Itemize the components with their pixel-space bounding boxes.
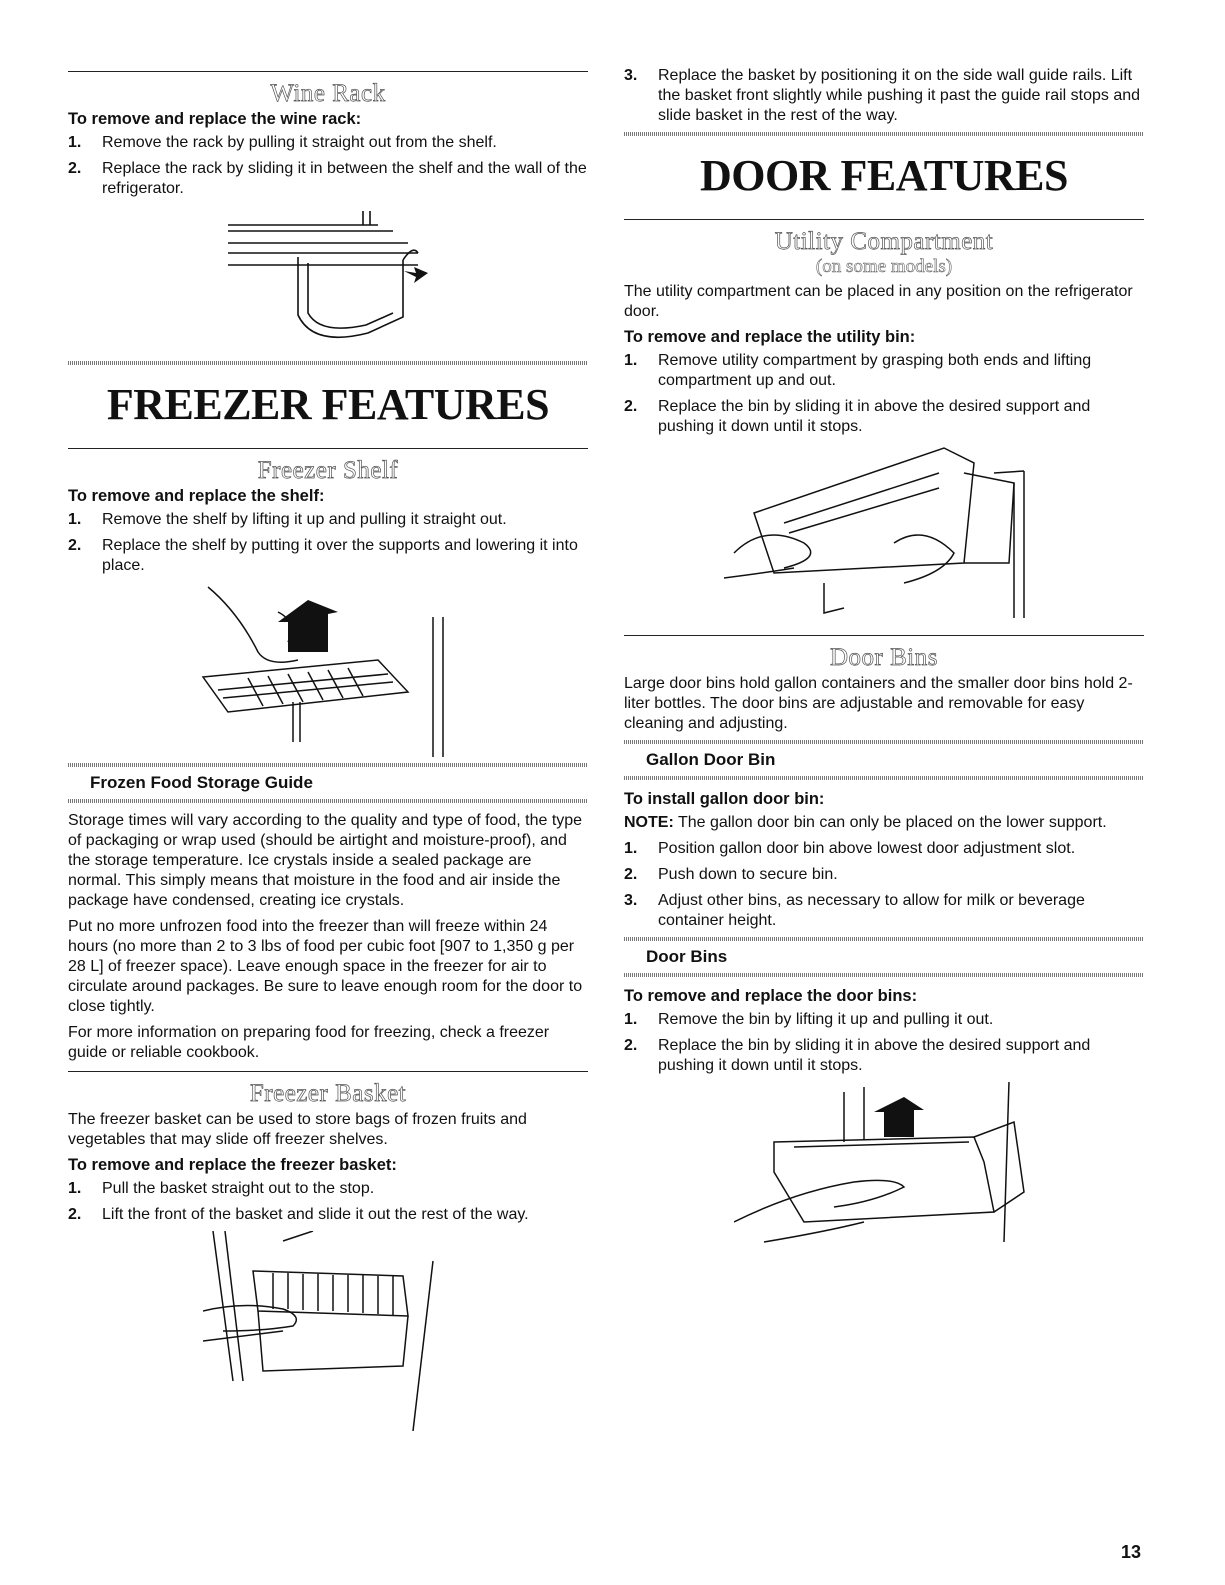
storage-guide-paragraph: For more information on preparing food for freezing, check a freezer guide or reliable cookbook. xyxy=(68,1024,550,1061)
gallon-bin-heading: Gallon Door Bin xyxy=(646,750,776,769)
step-text: Push down to secure bin. xyxy=(658,866,838,883)
storage-guide-paragraph: Storage times will vary according to the quality and type of food, the type of packaging or wrap used (should be airtight and moisture-proof), and the storage temperature. Ice crystals inside a sealed package are normal. This simply means that moisture in the food and air inside the package have condensed, creating ice crystals. xyxy=(68,812,583,909)
section-divider xyxy=(624,973,1144,977)
step-number: 2. xyxy=(68,537,82,554)
storage-guide-paragraph: Put no more unfrozen food into the freezer than will freeze within 24 hours (no more than 2 to 3 lbs of food per cubic foot [907 to 1,350 g per 28 L] of freezer space). Leave enough space in the freezer for air to circulate around packages. Be sure to leave enough room for the door to close tightly. xyxy=(68,918,583,1015)
gallon-bin-steps xyxy=(624,839,1144,931)
utility-intro: The utility compartment can be placed in any position on the refrigerator door. xyxy=(624,283,1133,320)
list-item xyxy=(68,159,588,199)
freezer-shelf-heading: To remove and replace the shelf: xyxy=(68,487,325,505)
step-text: Lift the front of the basket and slide it out the rest of the way. xyxy=(102,1206,529,1223)
step-number: 2. xyxy=(68,160,82,177)
door-bins-subheading: To remove and replace the door bins: xyxy=(624,987,918,1005)
section-divider xyxy=(68,361,588,365)
list-item xyxy=(68,1179,588,1199)
list-item xyxy=(624,66,1144,126)
step-number: 2. xyxy=(624,398,638,415)
list-item xyxy=(624,891,1144,931)
utility-steps xyxy=(624,351,1144,437)
freezer-shelf-steps xyxy=(68,510,588,576)
step-number: 1. xyxy=(624,352,638,369)
section-divider xyxy=(624,132,1144,136)
section-rule xyxy=(624,219,1144,220)
step-number: 1. xyxy=(68,134,82,151)
wine-rack-title: Wine Rack xyxy=(270,80,386,107)
step-number: 1. xyxy=(68,1180,82,1197)
list-item xyxy=(68,1205,588,1225)
section-rule xyxy=(68,71,588,72)
step-text: Position gallon door bin above lowest door adjustment slot. xyxy=(658,840,1076,857)
door-bins-title: Door Bins xyxy=(830,644,938,671)
freezer-basket-illustration xyxy=(203,1231,453,1431)
step-text: Replace the rack by sliding it in between the shelf and the wall of the refrigerator. xyxy=(102,160,587,197)
step-text: Remove utility compartment by grasping both ends and lifting compartment up and out. xyxy=(658,352,1092,389)
list-item xyxy=(68,133,588,153)
step-number: 1. xyxy=(624,1011,638,1028)
storage-guide-heading: Frozen Food Storage Guide xyxy=(90,773,313,792)
step-number: 1. xyxy=(68,511,82,528)
page-number: 13 xyxy=(1120,1542,1141,1562)
freezer-basket-steps-cont xyxy=(624,66,1144,126)
list-item xyxy=(624,351,1144,391)
freezer-basket-title: Freezer Basket xyxy=(249,1080,407,1107)
step-text: Replace the shelf by putting it over the supports and lowering it into place. xyxy=(102,537,578,574)
step-text: Replace the bin by sliding it in above the desired support and pushing it down until it stops. xyxy=(658,398,1091,435)
section-rule xyxy=(68,448,588,449)
step-text: Replace the basket by positioning it on the side wall guide rails. Lift the basket front slightly while pushing it past the guide rail stops and slide basket in the rest of the way. xyxy=(658,67,1141,124)
list-item xyxy=(68,536,588,576)
freezer-basket-heading: To remove and replace the freezer basket: xyxy=(68,1156,397,1174)
note-text: The gallon door bin can only be placed on the lower support. xyxy=(673,814,1107,831)
list-item xyxy=(624,865,1144,885)
wine-rack-illustration xyxy=(218,205,438,355)
door-bins-steps xyxy=(624,1010,1144,1076)
freezer-shelf-illustration xyxy=(188,582,468,757)
step-number: 3. xyxy=(624,892,638,909)
right-column xyxy=(624,58,1144,1257)
step-number: 3. xyxy=(624,67,638,84)
freezer-shelf-title: Freezer Shelf xyxy=(257,457,399,484)
list-item xyxy=(624,1036,1144,1076)
utility-compartment-subtitle: (on some models) xyxy=(815,256,953,277)
door-features-title: DOOR FEATURES xyxy=(700,151,1068,200)
utility-compartment-illustration xyxy=(724,443,1044,623)
wine-rack-heading: To remove and replace the wine rack: xyxy=(68,110,362,128)
section-divider xyxy=(68,799,588,803)
freezer-basket-steps xyxy=(68,1179,588,1225)
note-label: NOTE: xyxy=(624,814,674,831)
left-column xyxy=(68,58,588,1431)
section-rule xyxy=(68,1071,588,1072)
section-rule xyxy=(624,635,1144,636)
door-bins-intro: Large door bins hold gallon containers and the smaller door bins hold 2-liter bottles. The door bins are adjustable and removable for easy cleaning and adjusting. xyxy=(624,675,1133,732)
step-number: 2. xyxy=(624,1037,638,1054)
list-item xyxy=(624,397,1144,437)
freezer-features-title: FREEZER FEATURES xyxy=(106,380,550,429)
door-bins-heading: Door Bins xyxy=(646,947,728,966)
list-item xyxy=(68,510,588,530)
freezer-basket-intro: The freezer basket can be used to store bags of frozen fruits and vegetables that may slide off freezer shelves. xyxy=(68,1111,527,1148)
utility-heading: To remove and replace the utility bin: xyxy=(624,328,916,346)
step-text: Adjust other bins, as necessary to allow for milk or beverage container height. xyxy=(658,892,1085,929)
utility-compartment-title: Utility Compartment xyxy=(774,228,994,255)
list-item xyxy=(624,1010,1144,1030)
step-text: Remove the rack by pulling it straight out from the shelf. xyxy=(102,134,497,151)
gallon-bin-subheading: To install gallon door bin: xyxy=(624,790,825,808)
wine-rack-steps xyxy=(68,133,588,199)
gallon-bin-note xyxy=(624,813,1144,833)
section-divider xyxy=(624,776,1144,780)
list-item xyxy=(624,839,1144,859)
step-text: Pull the basket straight out to the stop. xyxy=(102,1180,375,1197)
door-bin-illustration xyxy=(734,1082,1034,1257)
step-number: 2. xyxy=(68,1206,82,1223)
step-text: Replace the bin by sliding it in above the desired support and pushing it down until it stops. xyxy=(658,1037,1091,1074)
step-number: 2. xyxy=(624,866,638,883)
step-text: Remove the bin by lifting it up and pulling it out. xyxy=(658,1011,994,1028)
step-text: Remove the shelf by lifting it up and pulling it straight out. xyxy=(102,511,507,528)
step-number: 1. xyxy=(624,840,638,857)
